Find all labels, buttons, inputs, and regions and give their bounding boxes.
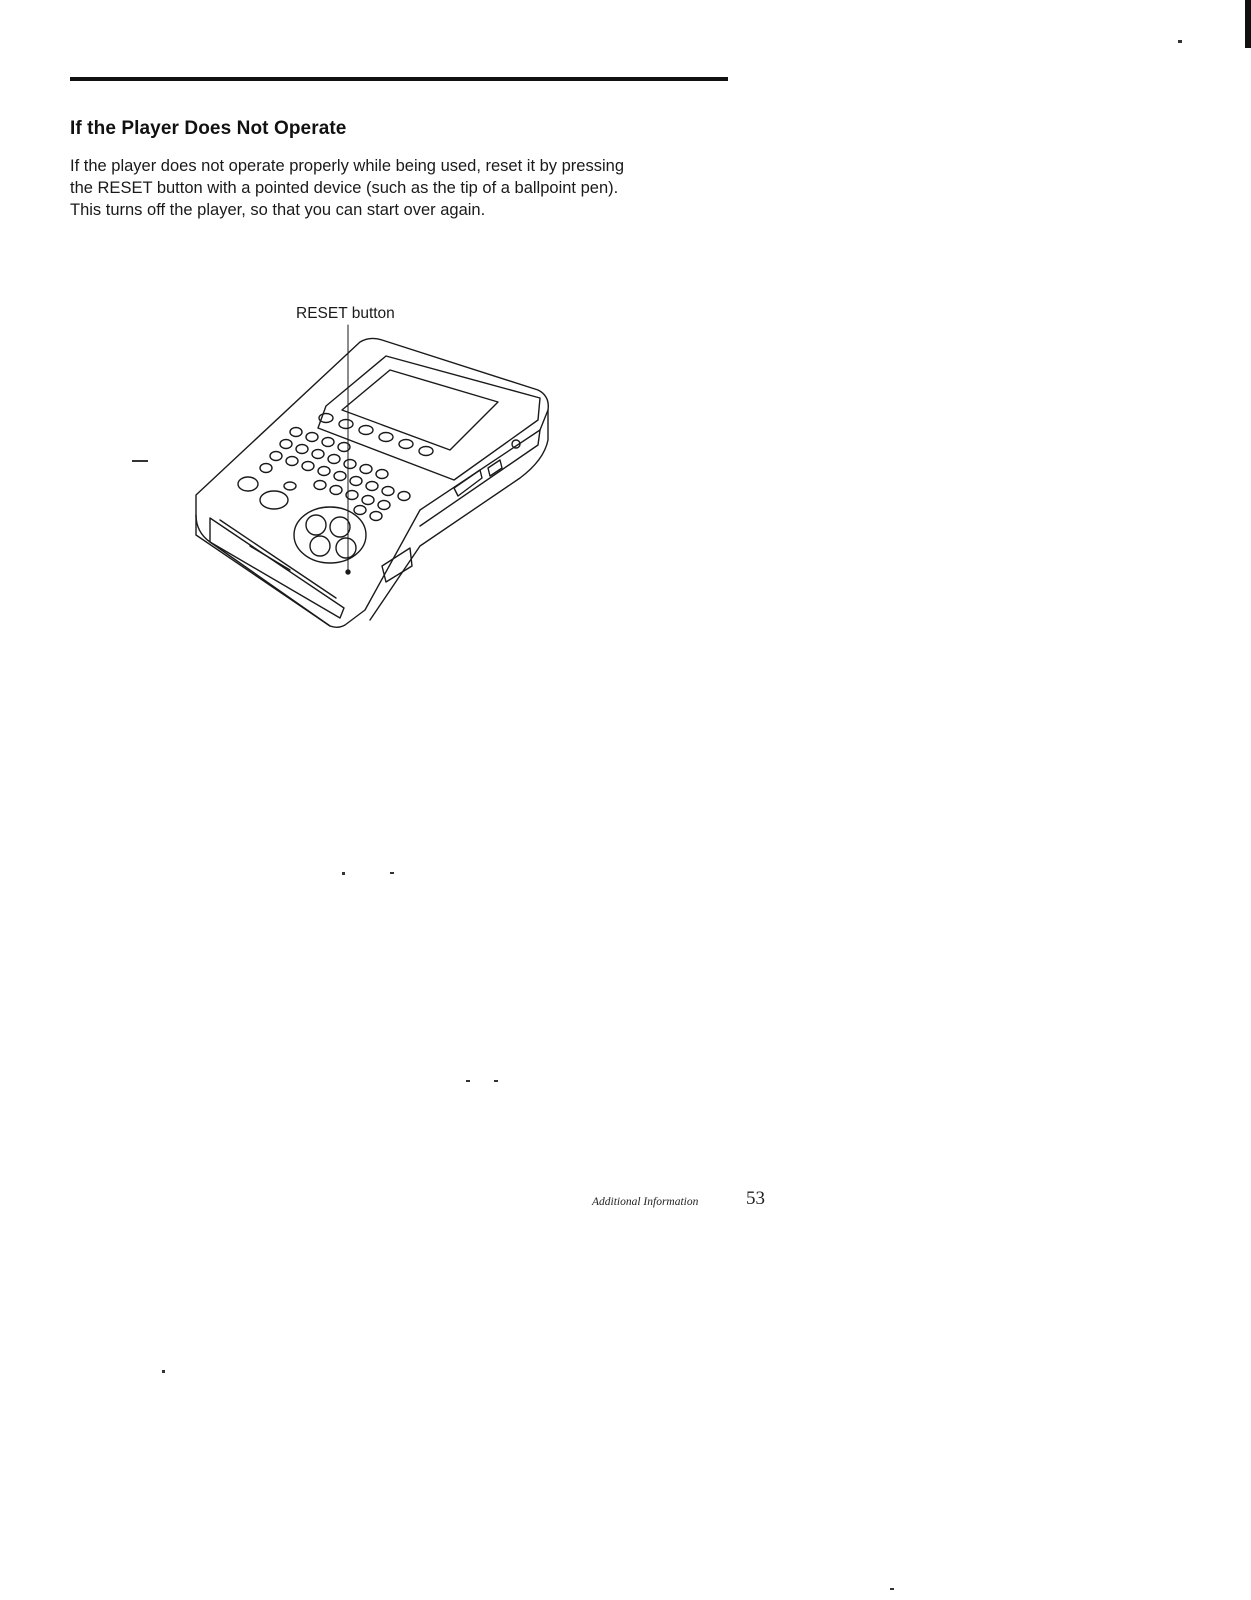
paragraph-line-2: the RESET button with a pointed device (such as the tip of a ballpoint pen). [70,179,619,197]
page-number: 53 [746,1188,765,1209]
player-body-outline [196,338,548,627]
screen-icon [318,356,540,480]
direction-pad [294,507,366,563]
scan-speck [890,1588,894,1590]
scan-speck [390,872,394,874]
reset-button-callout: RESET button [296,305,395,322]
side-buttons [238,477,296,509]
player-illustration [120,320,580,650]
disc-slot [210,518,344,618]
scan-speck [342,872,345,875]
section-heading: If the Player Does Not Operate [70,118,347,139]
side-connectors [382,440,520,582]
scan-speck [494,1080,498,1082]
footer-section-name: Additional Information [592,1196,699,1208]
paragraph-line-3: This turns off the player, so that you can start over again. [70,201,486,219]
scan-speck [466,1080,470,1082]
section-paragraph [70,155,750,221]
scan-speck [132,460,148,462]
scan-speck [1178,40,1182,43]
section-rule [70,77,728,81]
scan-edge-mark [1245,0,1251,48]
scan-speck [162,1370,165,1373]
paragraph-line-1: If the player does not operate properly while being used, reset it by pressing [70,157,624,175]
